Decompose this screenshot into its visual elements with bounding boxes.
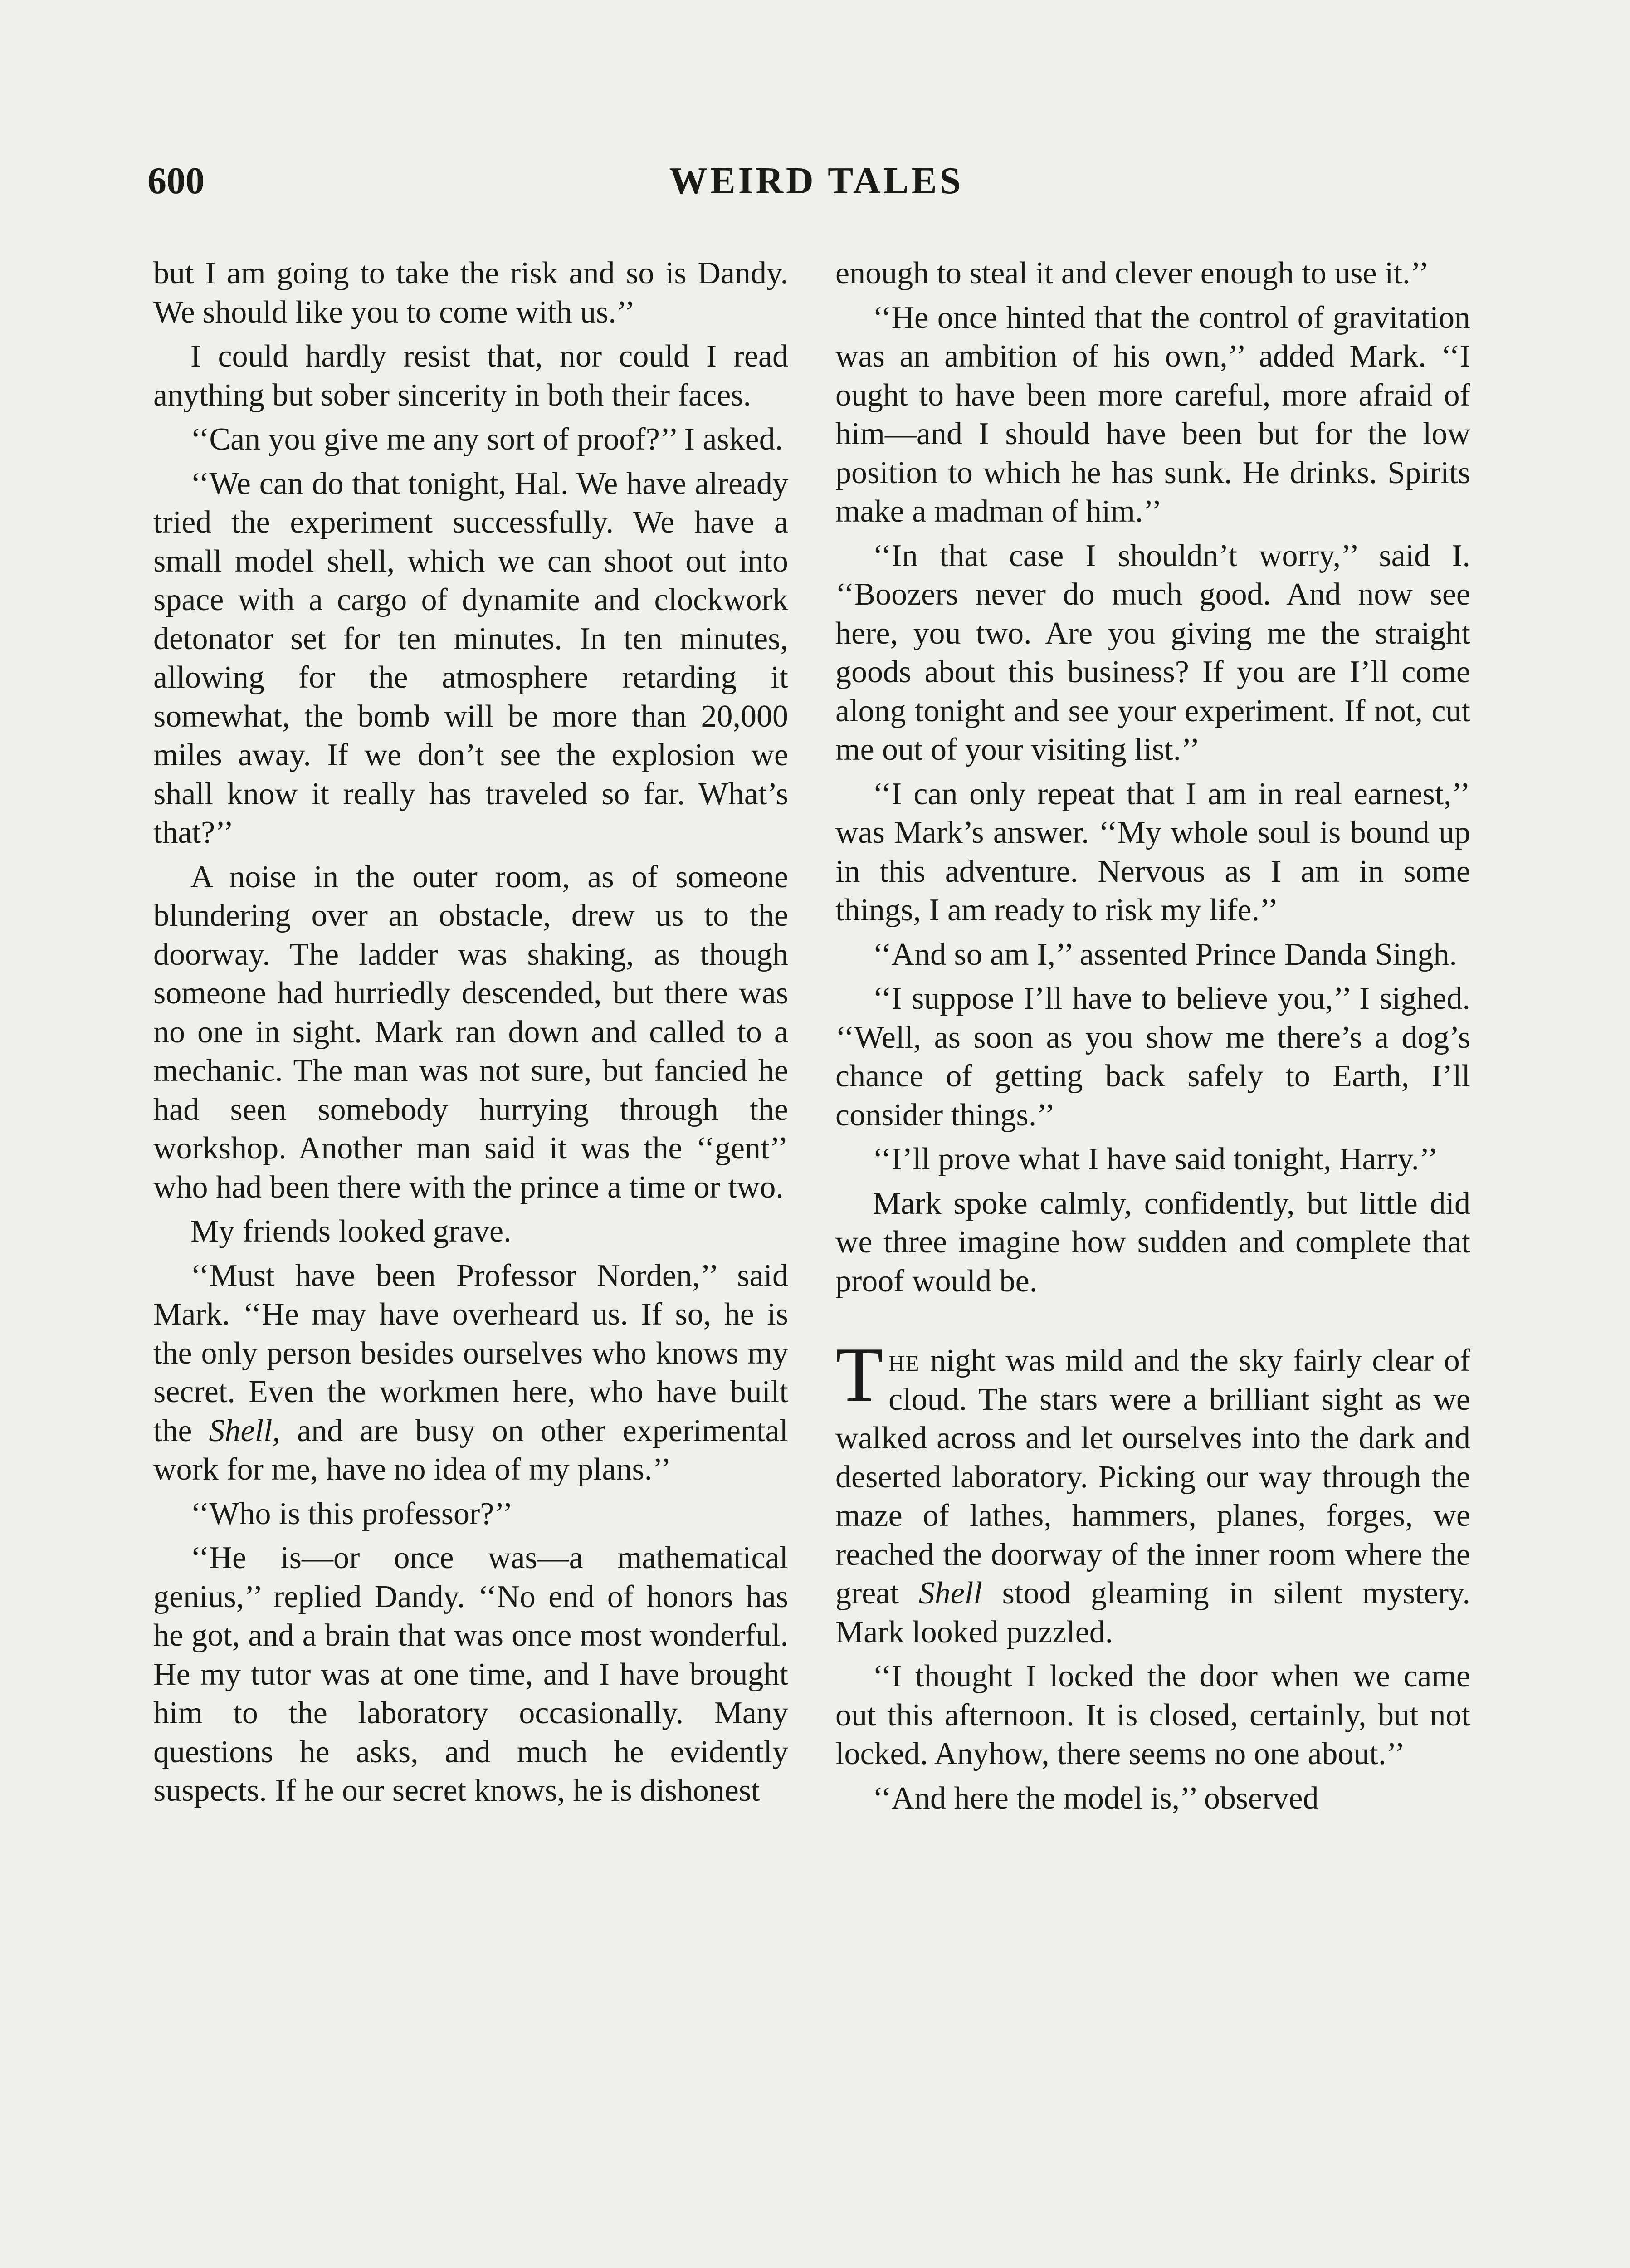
paragraph: ‘‘I suppose I’ll have to believe you,’’ I sighed. ‘‘Well, as soon as you show me there’s a dog’s chance of getting back safely to Earth, I’ll consider things.’’ [835, 981, 1470, 1133]
text-run: night was mild and the sky fairly clear of cloud. The stars were a brilliant sight as we walked across and let ourselves into the dark and deserted laboratory. Picking our way through the maze of lathes, hammers, planes, forges, we reached the doorway of the inner room where the great [835, 1343, 1470, 1611]
page-header [147, 159, 1485, 209]
paragraph: I could hardly resist that, nor could I read anything but sober sincerity in both their faces. [153, 339, 788, 413]
paragraph [153, 1256, 788, 1489]
text-run: ‘‘Must have been Professor Norden,’’ said Mark. ‘‘He may have overheard us. If so, he is the only person besides ourselves who knows my secret. Even the workmen here, who have built the [153, 1258, 788, 1448]
running-title: WEIRD TALES [669, 160, 964, 202]
page-number: 600 [147, 160, 205, 202]
paragraph: Mark spoke calmly, confidently, but little did we three imagine how sudden and complete that proof would be. [835, 1186, 1470, 1299]
paragraph: ‘‘Can you give me any sort of proof?’’ I asked. [190, 422, 783, 457]
paragraph: A noise in the outer room, as of someone blundering over an obstacle, drew us to the doorway. The ladder was shaking, as though someone had hurriedly descended, but there was no one in sight. Mark ran down and called to a mechanic. The man was not sure, but fancied he had seen somebody hurrying through the workshop. Another man said it was the ‘‘gent’’ who had been there with the prince a time or two. [153, 859, 788, 1205]
drop-cap: T [835, 1332, 883, 1418]
paragraph: but I am going to take the risk and so is Dandy. We should like you to come with us.’’ [153, 256, 788, 330]
paragraph: ‘‘He is—or once was—a mathematical genius,’’ replied Dandy. ‘‘No end of honors has he got, and a brain that was once most wonderful. He my tutor was at one time, and I have brought him to the laboratory occasionally. Many questions he asks, and much he evidently suspects. If he our secret knows, he is dishonest [153, 1540, 788, 1808]
paragraph: ‘‘I thought I locked the door when we came out this afternoon. It is closed, certainly, but not locked. Anyhow, there seems no one about.’’ [835, 1659, 1470, 1771]
small-caps-text: he [888, 1343, 920, 1378]
section-opening-paragraph [835, 1332, 1470, 1652]
paragraph: ‘‘I can only repeat that I am in real earnest,’’ was Mark’s answer. ‘‘My whole soul is bound up in this adventure. Nervous as I am in some things, I am ready to risk my life.’’ [835, 776, 1470, 928]
paragraph: ‘‘He once hinted that the control of gravitation was an ambition of his own,’’ added Mark. ‘‘I ought to have been more careful, more afraid of him—and I should have been but for the low position to which he has sunk. He drinks. Spirits make a madman of him.’’ [835, 300, 1470, 529]
left-column [153, 254, 788, 1816]
paragraph: ‘‘Who is this professor?’’ [190, 1496, 513, 1531]
paragraph: ‘‘We can do that tonight, Hal. We have already tried the experiment successfully. We have a small model shell, which we can shoot out into space with a cargo of dynamite and clockwork detonator set for ten minutes. In ten minutes, allowing for the atmosphere retarding it somewhat, the bomb will be more than 20,000 miles away. If we don’t see the explosion we shall know it really has traveled so far. What’s that?’’ [153, 466, 788, 850]
text-run: and are busy on other experimental work for me, have no idea of my plans.’’ [153, 1413, 788, 1487]
italic-text: Shell [918, 1576, 982, 1611]
paragraph: ‘‘And so am I,’’ assented Prince Danda Singh. [873, 937, 1457, 972]
right-column [835, 254, 1470, 1823]
paragraph: enough to steal it and clever enough to use it.’’ [835, 256, 1429, 291]
paragraph: ‘‘And here the model is,’’ observed [873, 1780, 1319, 1816]
text-run: stood gleaming in silent mystery. Mark looked puzzled. [835, 1576, 1470, 1650]
paragraph: My friends looked grave. [190, 1214, 512, 1249]
italic-text: Shell, [209, 1413, 280, 1448]
paragraph: ‘‘In that case I shouldn’t worry,’’ said I. ‘‘Boozers never do much good. And now see here, you two. Are you giving me the straight goods about this business? If you are I’ll come along tonight and see your experiment. If not, cut me out of your visiting list.’’ [835, 538, 1470, 767]
paragraph: ‘‘I’ll prove what I have said tonight, Harry.’’ [873, 1142, 1438, 1177]
